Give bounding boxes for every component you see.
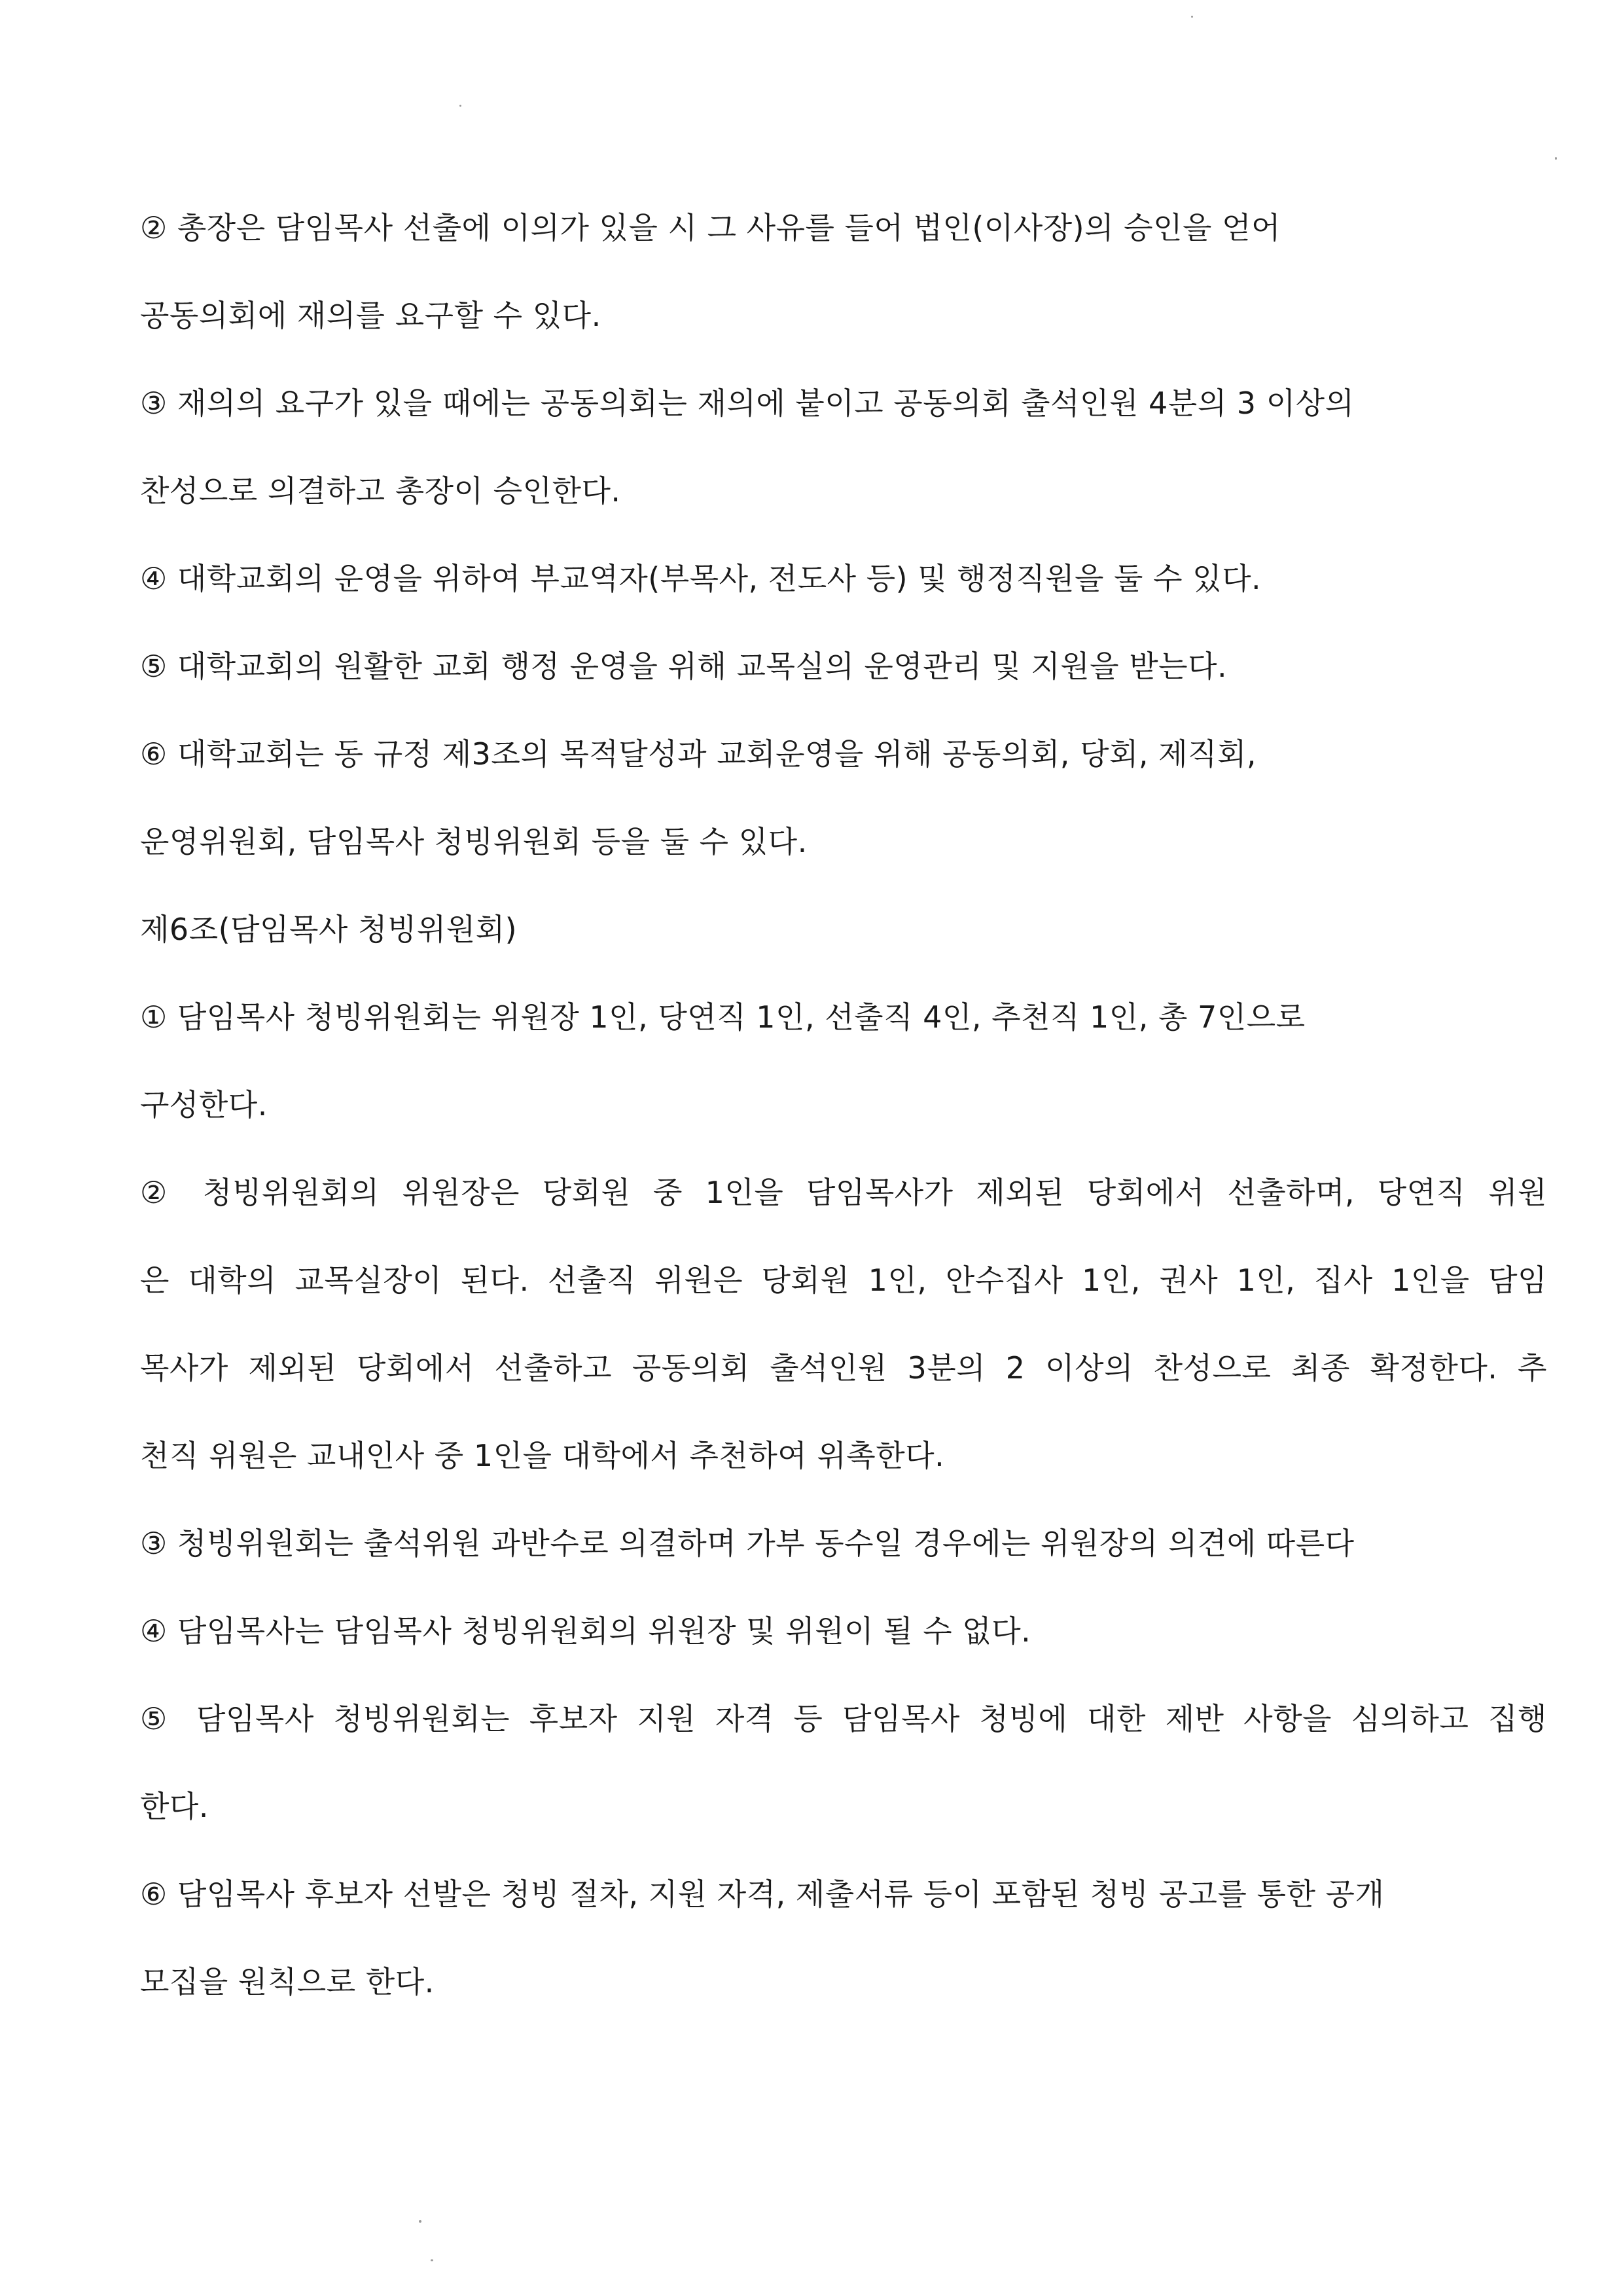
clause-6-1-line-1: ① 담임목사 청빙위원회는 위원장 1인, 당연직 1인, 선출직 4인, 추천직 1인, 총 7인으로 bbox=[140, 999, 1306, 1035]
clause-5-2-line-1: ② 총장은 담임목사 선출에 이의가 있을 시 그 사유를 들어 법인(이사장)의 승인을 얻어 bbox=[140, 210, 1281, 245]
clause-5-3-line-2: 찬성으로 의결하고 총장이 승인한다. bbox=[140, 473, 621, 509]
scan-speck bbox=[1191, 16, 1193, 18]
clause-6-5-line-1: ⑤ 담임목사 청빙위원회는 후보자 지원 자격 등 담임목사 청빙에 대한 제반 사항을 심의하고 집행 bbox=[140, 1701, 1547, 1736]
clause-6-2-line-1: ② 청빙위원회의 위원장은 당회원 중 1인을 담임목사가 제외된 당회에서 선출하며, 당연직 위원 bbox=[140, 1175, 1547, 1210]
clause-6-2-line-2: 은 대학의 교목실장이 된다. 선출직 위원은 당회원 1인, 안수집사 1인, 권사 1인, 집사 1인을 담임 bbox=[140, 1263, 1547, 1298]
clause-6-5-line-2: 한다. bbox=[140, 1789, 209, 1824]
clause-5-4: ④ 대학교회의 운영을 위하여 부교역자(부목사, 전도사 등) 및 행정직원을 둘 수 있다. bbox=[140, 561, 1262, 596]
scan-speck bbox=[1555, 157, 1557, 160]
clause-6-6-line-2: 모집을 원칙으로 한다. bbox=[140, 1964, 435, 2000]
scan-speck bbox=[419, 2220, 421, 2223]
clause-6-2-line-3: 목사가 제외된 당회에서 선출하고 공동의회 출석인원 3분의 2 이상의 찬성으로 최종 확정한다. 추 bbox=[140, 1350, 1547, 1386]
clause-5-2-line-2: 공동의회에 재의를 요구할 수 있다. bbox=[140, 298, 601, 333]
clause-5-6-line-2: 운영위원회, 담임목사 청빙위원회 등을 둘 수 있다. bbox=[140, 824, 808, 859]
clause-6-4: ④ 담임목사는 담임목사 청빙위원회의 위원장 및 위원이 될 수 없다. bbox=[140, 1613, 1031, 1649]
clause-6-3: ③ 청빙위원회는 출석위원 과반수로 의결하며 가부 동수일 경우에는 위원장의 의견에 따른다 bbox=[140, 1526, 1355, 1561]
clause-5-3-line-1: ③ 재의의 요구가 있을 때에는 공동의회는 재의에 붙이고 공동의회 출석인원 4분의 3 이상의 bbox=[140, 386, 1355, 421]
clause-6-6-line-1: ⑥ 담임목사 후보자 선발은 청빙 절차, 지원 자격, 제출서류 등이 포함된 청빙 공고를 통한 공개 bbox=[140, 1876, 1385, 1912]
article-6-heading: 제6조(담임목사 청빙위원회) bbox=[140, 912, 518, 947]
scan-speck bbox=[431, 2259, 433, 2261]
clause-6-1-line-2: 구성한다. bbox=[140, 1087, 268, 1122]
clause-6-2-line-4: 천직 위원은 교내인사 중 1인을 대학에서 추천하여 위촉한다. bbox=[140, 1438, 945, 1473]
clause-5-6-line-1: ⑥ 대학교회는 동 규정 제3조의 목적달성과 교회운영을 위해 공동의회, 당회, 제직회, bbox=[140, 736, 1257, 772]
scan-speck bbox=[459, 105, 461, 107]
clause-5-5: ⑤ 대학교회의 원활한 교회 행정 운영을 위해 교목실의 운영관리 및 지원을 받는다. bbox=[140, 649, 1228, 684]
